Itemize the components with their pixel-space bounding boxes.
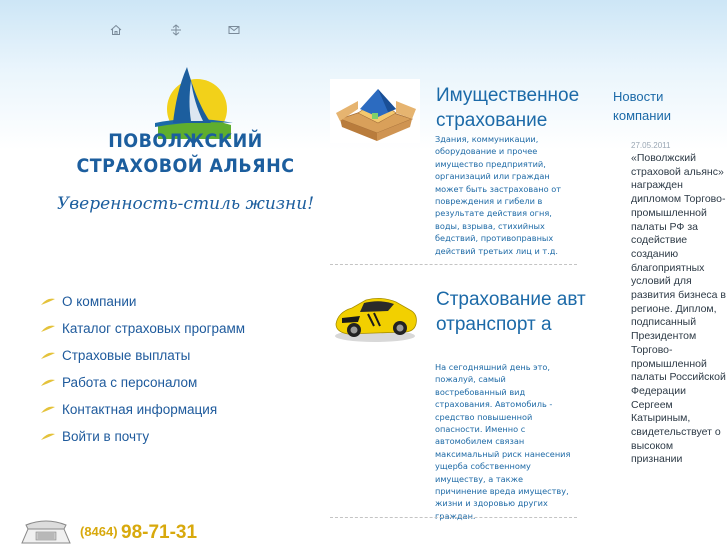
menu-item-label: Войти в почту <box>62 429 150 444</box>
menu-item-label: Каталог страховых программ <box>62 321 246 336</box>
mail-icon[interactable] <box>228 24 240 36</box>
menu-item-about[interactable] <box>40 288 310 315</box>
news-text[interactable]: «Поволжский страховой альянс» награжден дипломом Торгово-промышленной палаты РФ за содействие созданию благоприятных условий для развития бизнеса в регионе. Диплом, подписанный Президентом Торгово-промышленной палаты Российской Федерации Сергеем Катыриным, свидетельствует о высоком признании <box>631 152 727 466</box>
phone-block <box>18 515 238 545</box>
top-icon-bar <box>0 24 300 40</box>
logo-slogan: Уверенность-стиль жизни! <box>56 194 315 214</box>
phone-number[interactable]: 98-71-31 <box>121 522 198 543</box>
leaf-bullet-icon <box>40 297 56 307</box>
company-logo[interactable] <box>48 60 323 230</box>
leaf-bullet-icon <box>40 378 56 388</box>
news-date: 27.05.2011 <box>631 141 671 150</box>
article-title[interactable]: Страхование автотранспорт а <box>436 289 586 335</box>
telephone-icon <box>18 515 73 545</box>
menu-item-label: О компании <box>62 294 137 309</box>
menu-item-payments[interactable] <box>40 342 310 369</box>
sitemap-icon[interactable] <box>170 24 182 36</box>
article-property-insurance <box>330 79 580 269</box>
main-menu <box>40 288 310 450</box>
menu-item-label: Страховые выплаты <box>62 348 191 363</box>
news-heading[interactable]: Новости компании <box>613 89 671 123</box>
menu-item-label: Работа с персоналом <box>62 375 198 390</box>
menu-item-mail-login[interactable] <box>40 423 310 450</box>
menu-item-catalog[interactable] <box>40 315 310 342</box>
article-text: На сегодняшний день это, пожалуй, самый востребованный вид страхования. Автомобиль - средство повышенной опасности. Именно с автомобилем связан максимальный риск нанесения ущерба собственному имуществу, а также причинение вреда имуществу, жизни и здоровью других граждан. <box>435 362 571 521</box>
article-auto-insurance <box>330 280 586 521</box>
leaf-bullet-icon <box>40 324 56 334</box>
menu-item-contacts[interactable] <box>40 396 310 423</box>
house-in-box-image[interactable] <box>330 79 420 143</box>
leaf-bullet-icon <box>40 351 56 361</box>
menu-item-personnel[interactable] <box>40 369 310 396</box>
phone-code: (8464) <box>80 524 118 539</box>
leaf-bullet-icon <box>40 405 56 415</box>
sail-sun-emblem-icon <box>153 65 233 139</box>
article-separator <box>330 517 577 518</box>
yellow-car-image[interactable] <box>330 286 420 350</box>
logo-text-line1: ПОВОЛЖСКИЙ <box>108 130 263 152</box>
menu-item-label: Контактная информация <box>62 402 218 417</box>
article-separator <box>330 264 577 265</box>
article-title[interactable]: Имущественное страхование <box>436 85 580 131</box>
logo-text-line2: СТРАХОВОЙ АЛЬЯНС <box>76 155 295 177</box>
article-text: Здания, коммуникации, оборудование и прочее имущество предприятий, организаций или граждан может быть застраховано от повреждения и гибели в результате действия огня, воды, взрыва, стихийных бедствий, противоправных действий третьих лиц и т.д. <box>435 134 561 256</box>
home-icon[interactable] <box>110 24 122 36</box>
leaf-bullet-icon <box>40 432 56 442</box>
